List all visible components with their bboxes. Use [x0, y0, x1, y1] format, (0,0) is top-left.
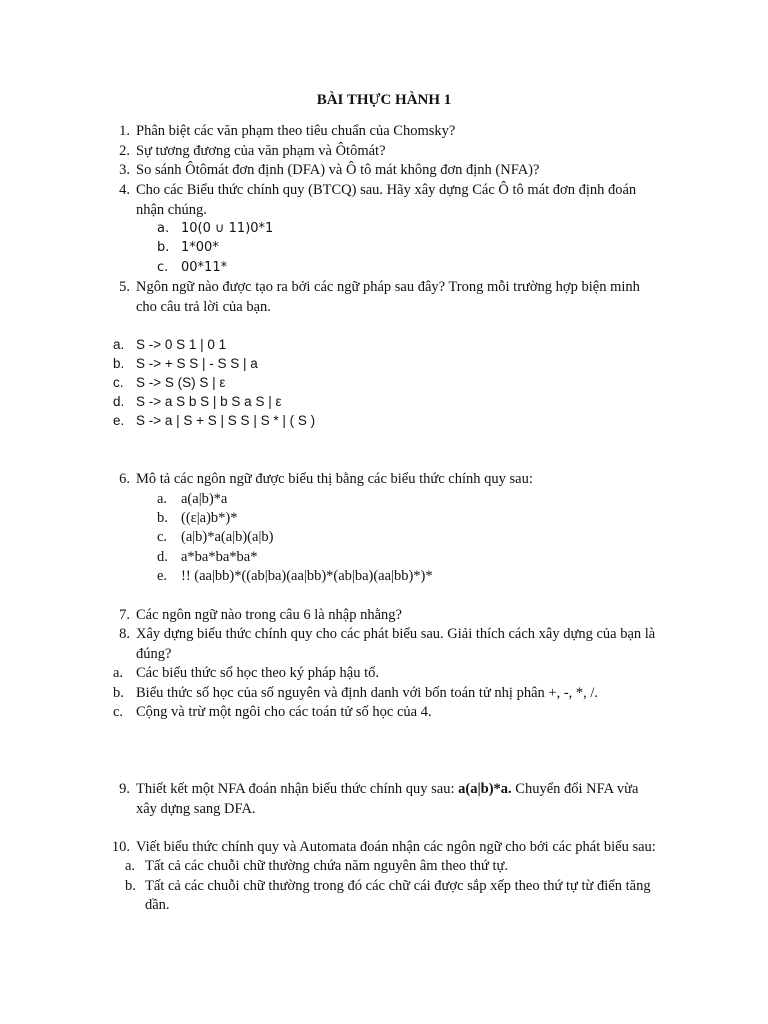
item-label: c. [113, 375, 124, 390]
item-text: (a|b)*a(a|b)(a|b) [181, 529, 274, 545]
item-label: b. [157, 510, 168, 526]
item-label: e. [157, 568, 168, 584]
item-label: a. [157, 491, 168, 507]
question-text-post: Chuyển đổi NFA vừa [511, 781, 639, 797]
question-number: 4. [119, 182, 130, 198]
grammar-item [113, 354, 258, 374]
question-text: Cho các Biểu thức chính quy (BTCQ) sau. Hãy xây dựng Các Ô tô mát đơn định đoán [136, 182, 637, 198]
question-text [136, 779, 638, 799]
list-item [113, 683, 599, 703]
item-text: 10(0 ∪ 11)0*1 [181, 221, 274, 236]
question-text-continued: nhận chúng. [136, 202, 207, 218]
list-item [157, 258, 228, 278]
item-label: b. [113, 685, 124, 701]
list-item [113, 702, 432, 722]
item-text: Tất cả các chuỗi chữ thường chứa năm nguyên âm theo thứ tự. [145, 858, 509, 874]
question-text-continued: cho câu trả lời của bạn. [136, 299, 271, 315]
item-text: S -> 0 S 1 | 0 1 [136, 337, 227, 352]
question-number: 2. [119, 143, 130, 159]
question-text: Các ngôn ngữ nào trong câu 6 là nhập nhằng? [136, 607, 402, 623]
question-text: Sự tương đương của văn phạm và Ôtômát? [136, 143, 386, 159]
item-label: b. [125, 878, 136, 894]
item-text: Biểu thức số học của số nguyên và định danh với bốn toán tử nhị phân +, -, *, /. [136, 685, 599, 701]
question-text: So sánh Ôtômát đơn định (DFA) và Ô tô mát không đơn định (NFA)? [136, 162, 540, 178]
item-text: Các biểu thức số học theo ký pháp hậu tố. [136, 665, 380, 681]
item-text: 1*00* [181, 240, 219, 255]
item-text-continued: dần. [145, 897, 170, 913]
question-number: 3. [119, 162, 130, 178]
grammar-item [113, 373, 226, 393]
item-text: a*ba*ba*ba* [181, 549, 258, 565]
question-number: 8. [119, 626, 130, 642]
question-text-regex: a(a|b)*a. [458, 781, 512, 797]
grammar-item [113, 392, 282, 412]
item-label: d. [113, 394, 125, 409]
item-text: ((ε|a)b*)* [181, 510, 238, 526]
question-number: 9. [119, 781, 130, 797]
list-item [157, 527, 274, 547]
question-text: Phân biệt các văn phạm theo tiêu chuẩn của Chomsky? [136, 123, 456, 139]
list-item [157, 508, 238, 528]
item-text: Cộng và trừ một ngôi cho các toán tử số học của 4. [136, 704, 432, 720]
question-text: Viết biểu thức chính quy và Automata đoán nhận các ngôn ngữ cho bởi các phát biểu sau: [136, 839, 656, 855]
item-text: a(a|b)*a [181, 491, 228, 507]
question-text: Ngôn ngữ nào được tạo ra bởi các ngữ pháp sau đây? Trong mỗi trường hợp biện minh [136, 279, 640, 295]
page-title: BÀI THỰC HÀNH 1 [316, 92, 452, 108]
question-number: 5. [119, 279, 130, 295]
item-label: b. [157, 240, 170, 255]
item-text: Tất cả các chuỗi chữ thường trong đó các chữ cái được sắp xếp theo thứ tự từ điển tăng [145, 878, 651, 894]
item-text: S -> + S S | - S S | a [136, 356, 258, 371]
item-text: S -> a | S + S | S S | S * | ( S ) [136, 413, 316, 428]
item-label: a. [157, 221, 170, 236]
item-text: 00*11* [181, 260, 228, 275]
item-label: c. [157, 529, 168, 545]
item-text: S -> S (S) S | ε [136, 375, 226, 390]
list-item [157, 489, 228, 509]
question-text: Xây dựng biểu thức chính quy cho các phát biểu sau. Giải thích cách xây dựng của bạn là [136, 626, 656, 642]
question-number: 7. [119, 607, 130, 623]
question-number: 6. [119, 471, 130, 487]
question-text-continued: đúng? [136, 646, 172, 662]
list-item [157, 238, 219, 258]
item-label: b. [113, 356, 125, 371]
item-label: a. [113, 665, 124, 681]
grammar-item [113, 411, 316, 431]
item-label: c. [113, 704, 124, 720]
question-text-pre: Thiết kết một NFA đoán nhận biểu thức chính quy sau: [136, 781, 459, 797]
item-label: d. [157, 549, 168, 565]
question-text: Mô tả các ngôn ngữ được biểu thị bằng các biểu thức chính quy sau: [136, 471, 533, 487]
item-text: S -> a S b S | b S a S | ε [136, 394, 282, 409]
grammar-item [113, 335, 227, 355]
list-item [157, 219, 274, 239]
item-label: a. [113, 337, 125, 352]
item-text: !! (aa|bb)*((ab|ba)(aa|bb)*(ab|ba)(aa|bb)*)* [181, 568, 433, 584]
list-item [125, 856, 509, 876]
item-label: a. [125, 858, 136, 874]
item-label: e. [113, 413, 125, 428]
list-item [157, 566, 433, 586]
item-label: c. [157, 260, 169, 275]
list-item [125, 876, 651, 896]
question-number: 1. [119, 123, 130, 139]
question-number: 10. [111, 839, 130, 855]
question-text-continued: xây dựng sang DFA. [136, 801, 256, 817]
list-item [113, 663, 380, 683]
list-item [157, 547, 258, 567]
